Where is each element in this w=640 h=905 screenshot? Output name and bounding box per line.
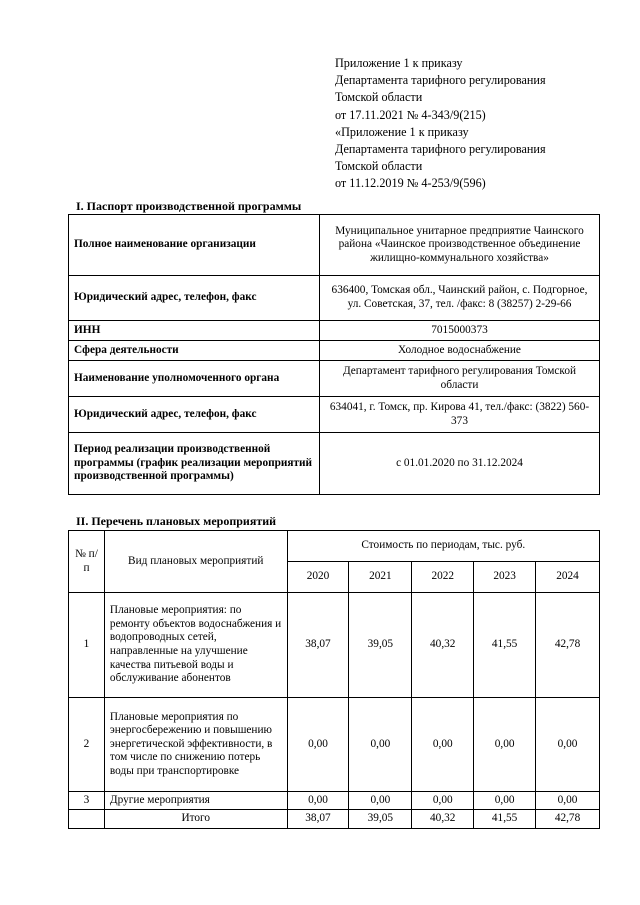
cost-cell: 0,00: [474, 698, 536, 792]
row-label: Сфера деятельности: [69, 341, 320, 361]
cost-cell: 40,32: [412, 593, 474, 698]
activity-name: Другие мероприятия: [104, 792, 287, 810]
total-empty-cell: [69, 810, 105, 829]
cost-cell: 0,00: [287, 698, 349, 792]
year-header: 2021: [349, 562, 412, 593]
cost-cell: 0,00: [349, 792, 412, 810]
row-value: с 01.01.2020 по 31.12.2024: [320, 433, 600, 495]
row-value: 636400, Томская обл., Чаинский район, с. Подгорное, ул. Советская, 37, тел. /факс: 8 (38257) 2-29-66: [320, 276, 600, 321]
row-label: Наименование уполномоченного органа: [69, 361, 320, 397]
table-row: [69, 433, 600, 495]
total-cell: 39,05: [349, 810, 412, 829]
year-header: 2020: [287, 562, 349, 593]
row-number: 1: [69, 593, 105, 698]
table-row: [69, 276, 600, 321]
row-value: 7015000373: [320, 321, 600, 341]
cost-cell: 0,00: [349, 698, 412, 792]
table-row: [69, 215, 600, 276]
cost-cell: 0,00: [412, 792, 474, 810]
row-label: ИНН: [69, 321, 320, 341]
col-header-name: Вид плановых мероприятий: [104, 531, 287, 593]
table-row: [69, 698, 600, 792]
header-line: «Приложение 1 к приказу: [335, 124, 469, 139]
row-number: 2: [69, 698, 105, 792]
activity-name: Плановые мероприятия по энергосбережению и повышению энергетической эффективности, в том числе по снижению потерь воды при транспортировке: [104, 698, 287, 792]
passport-table: [68, 214, 600, 495]
table-row: [69, 321, 600, 341]
total-cell: 42,78: [536, 810, 600, 829]
header-line: Департамента тарифного регулирования: [335, 142, 546, 157]
cost-cell: 39,05: [349, 593, 412, 698]
year-header: 2022: [412, 562, 474, 593]
plan-section-title: II. Перечень плановых мероприятий: [76, 514, 277, 528]
cost-cell: 0,00: [536, 698, 600, 792]
row-label: Период реализации производственной программы (график реализации мероприятий производственной программы): [69, 433, 320, 495]
cost-cell: 38,07: [287, 593, 349, 698]
table-row: [69, 593, 600, 698]
cost-cell: 0,00: [287, 792, 349, 810]
header-line: от 17.11.2021 № 4-343/9(215): [335, 107, 486, 122]
row-value: Холодное водоснабжение: [320, 341, 600, 361]
row-value: Муниципальное унитарное предприятие Чаинского района «Чаинское производственное объединение жилищно-коммунального хозяйства»: [320, 215, 600, 276]
header-line: Департамента тарифного регулирования: [335, 73, 546, 88]
cost-cell: 0,00: [412, 698, 474, 792]
table-row: [69, 341, 600, 361]
row-label: Юридический адрес, телефон, факс: [69, 397, 320, 433]
table-row: [69, 361, 600, 397]
cost-cell: 42,78: [536, 593, 600, 698]
passport-section-title: I. Паспорт производственной программы: [76, 199, 302, 213]
row-label: Юридический адрес, телефон, факс: [69, 276, 320, 321]
cost-cell: 0,00: [536, 792, 600, 810]
order-header: [335, 55, 546, 193]
total-cell: 41,55: [474, 810, 536, 829]
plan-table: [68, 530, 600, 829]
cost-cell: 41,55: [474, 593, 536, 698]
row-value: Департамент тарифного регулирования Томской области: [320, 361, 600, 397]
total-cell: 40,32: [412, 810, 474, 829]
total-label: Итого: [104, 810, 287, 829]
header-line: Томской области: [335, 90, 423, 105]
header-line: Приложение 1 к приказу: [335, 56, 463, 70]
cost-cell: 0,00: [474, 792, 536, 810]
table-row: [69, 792, 600, 810]
header-line: Томской области: [335, 159, 423, 174]
header-line: от 11.12.2019 № 4-253/9(596): [335, 176, 486, 191]
activity-name: Плановые мероприятия: по ремонту объектов водоснабжения и водопроводных сетей, направленные на улучшение качества питьевой воды и обслуживание абонентов: [104, 593, 287, 698]
col-header-cost: Стоимость по периодам, тыс. руб.: [287, 531, 599, 562]
row-label: Полное наименование организации: [69, 215, 320, 276]
col-header-num: № п/п: [69, 531, 105, 593]
table-row: [69, 397, 600, 433]
row-number: 3: [69, 792, 105, 810]
row-value: 634041, г. Томск, пр. Кирова 41, тел./факс: (3822) 560-373: [320, 397, 600, 433]
year-header: 2024: [536, 562, 600, 593]
year-header: 2023: [474, 562, 536, 593]
table-header-row: [69, 531, 600, 562]
total-cell: 38,07: [287, 810, 349, 829]
total-row: [69, 810, 600, 829]
